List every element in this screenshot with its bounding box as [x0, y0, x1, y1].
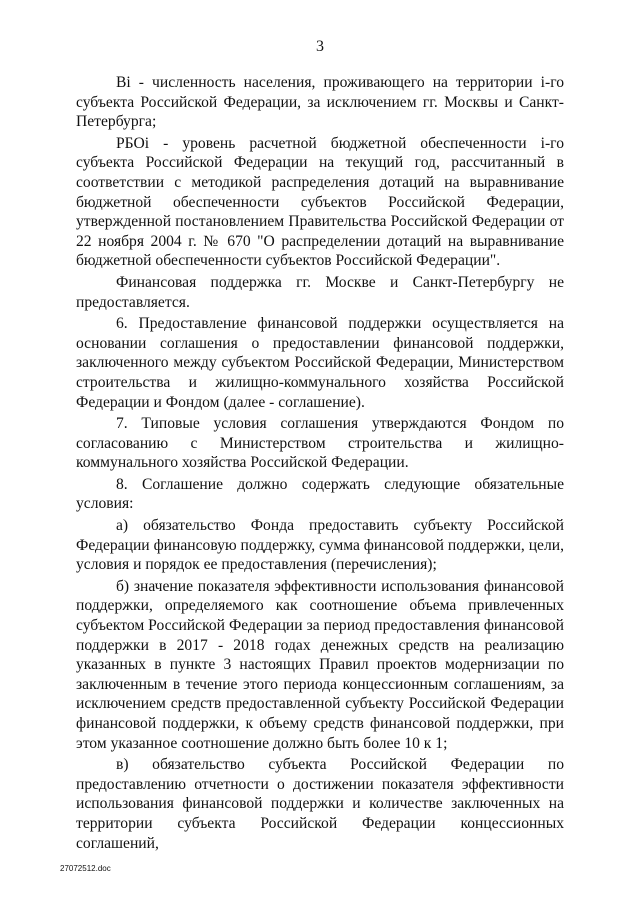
paragraph-moscow-spb: Финансовая поддержка гг. Москве и Санкт-Петербургу не предоставляется.	[76, 273, 564, 311]
paragraph-item-8b: б) значение показателя эффективности использования финансовой поддержки, определяемого как соотношение объема привлеченных субъектом Российской Федерации за период предоставления финансовой поддержки в 2017 - 2018 годах денежных средств на реализацию указанных в пункте 3 настоящих Правил проектов модернизации по заключенным в течение этого периода концессионным соглашениям, за исключением средств предоставленной субъекту Российской Федерации финансовой поддержки, к объему средств финансовой поддержки, при этом указанное соотношение должно быть более 10 к 1;	[76, 577, 564, 752]
document-filename: 27072512.doc	[60, 864, 111, 873]
paragraph-item-8a: а) обязательство Фонда предоставить субъекту Российской Федерации финансовую поддержку, сумма финансовой поддержки, цели, условия и порядок ее предоставления (перечисления);	[76, 517, 564, 574]
paragraph-item-6: 6. Предоставление финансовой поддержки осуществляется на основании соглашения о предоставлении финансовой поддержки, заключенного между субъектом Российской Федерации, Министерством строительства и жилищно-коммунального хозяйства Российской Федерации и Фондом (далее - соглашение).	[76, 315, 564, 411]
page-number: 3	[316, 38, 324, 55]
document-body	[76, 73, 564, 853]
paragraph-rbo-definition: РБОi - уровень расчетной бюджетной обеспеченности i-го субъекта Российской Федерации на текущий год, рассчитанный в соответствии с методикой распределения дотаций на выравнивание бюджетной обеспеченности субъектов Российской Федерации, утвержденной постановлением Правительства Российской Федерации от 22 ноября 2004 г. № 670 "О распределении дотаций на выравнивание бюджетной обеспеченности субъектов Российской Федерации".	[76, 134, 564, 270]
paragraph-b-i-definition: Bi - численность населения, проживающего на территории i-го субъекта Российской Федерации, за исключением гг. Москвы и Санкт-Петербурга;	[76, 74, 564, 131]
paragraph-item-8v: в) обязательство субъекта Российской Федерации по предоставлению отчетности о достижении показателя эффективности использования финансовой поддержки и количестве заключенных на территории субъекта Российской Федерации концессионных соглашений,	[76, 756, 564, 852]
paragraph-item-7: 7. Типовые условия соглашения утверждаются Фондом по согласованию с Министерством строительства и жилищно-коммунального хозяйства Российской Федерации.	[76, 415, 564, 472]
paragraph-item-8: 8. Соглашение должно содержать следующие обязательные условия:	[76, 475, 564, 513]
